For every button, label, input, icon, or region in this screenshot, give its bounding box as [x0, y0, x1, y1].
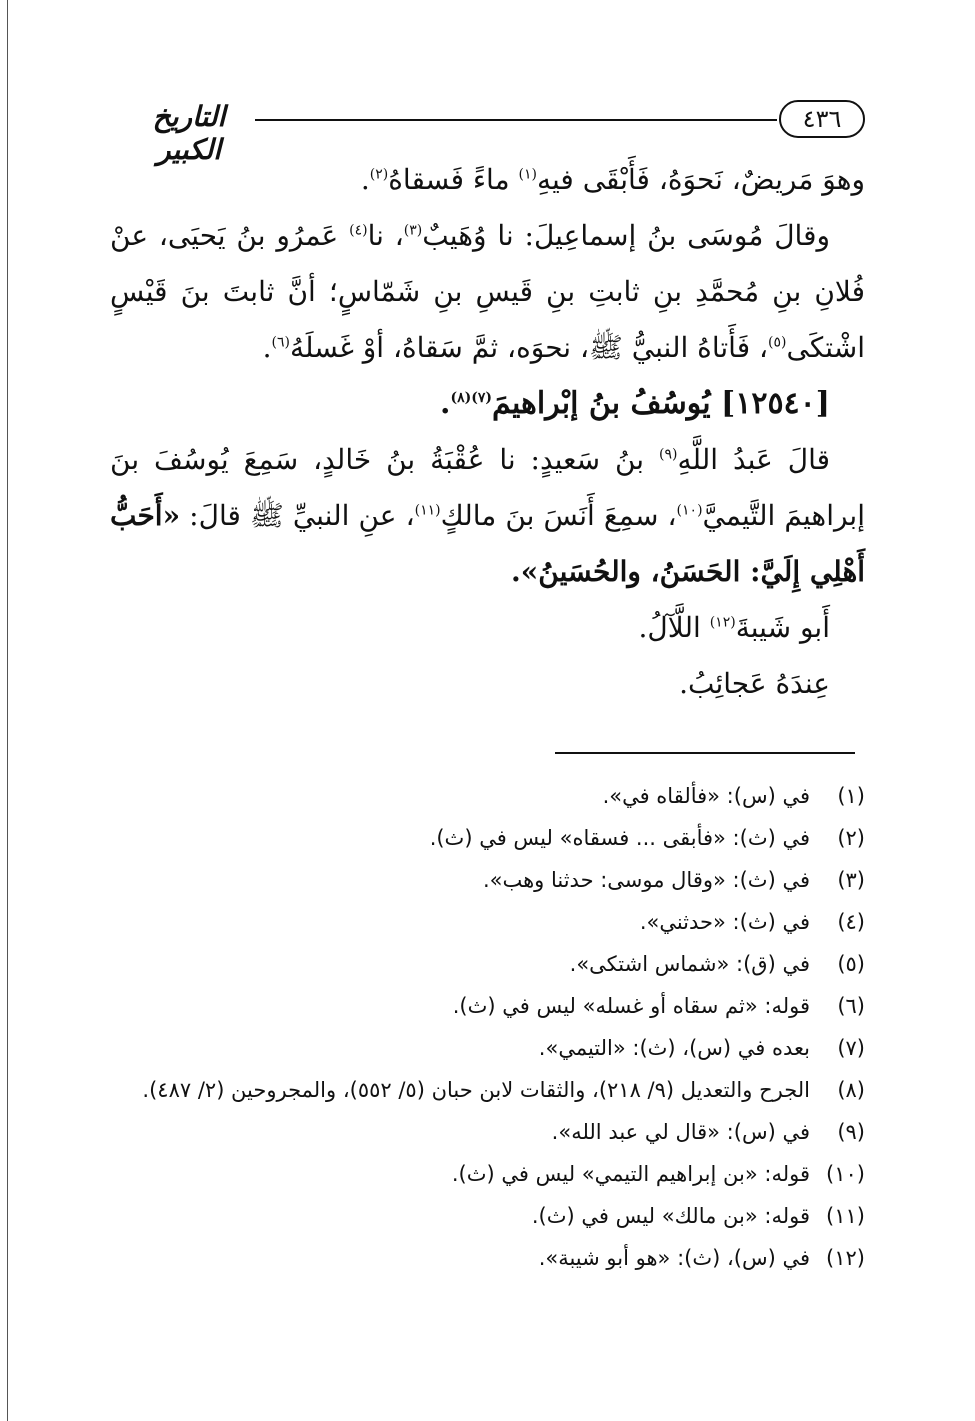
footnote-text: قوله: «بن مالك» ليس في (ث).	[531, 1204, 810, 1228]
footnote-ref-9[interactable]: (٩)	[659, 446, 678, 463]
book-title: التاريخ الكبير	[152, 100, 226, 166]
footnote-number: (٦)	[837, 994, 865, 1018]
footnote-number: (٣)	[837, 868, 865, 892]
paragraph-1: وهوَ مَريضٌ، نَحوَهُ، فَأَبْقَى فيهِ$^{(١)}$ ماءً فَسقاهُ$^{(٢)}$.	[360, 163, 865, 196]
footnote-text: في (ث): «وقال موسى: حدثنا وهب».	[482, 868, 810, 892]
footnote-text: في (ث): «فأبقى ... فسقاه» ليس في (ث).	[429, 826, 810, 850]
footnote-text: بعده في (س)، (ث): «التيمي».	[538, 1036, 810, 1060]
footnote-ref-4[interactable]: (٤)	[349, 222, 368, 239]
kunya-line-2: عِندَهُ عَجائِبُ.	[679, 667, 830, 700]
footnote-number: (٩)	[837, 1120, 865, 1144]
footnote-ref-3[interactable]: (٣)	[403, 222, 423, 239]
footnote-ref-10[interactable]: (١٠)	[676, 502, 703, 519]
header-rule	[255, 119, 777, 121]
page-number: ٤٣٦	[779, 100, 865, 138]
footnote-ref-8[interactable]: (٨)	[450, 390, 472, 406]
footnote-number: (١٠)	[826, 1162, 865, 1186]
paragraph-2: وقالَ مُوسَى بنُ إسماعِيلَ: نا وُهَيبٌ$^{(٣)}$، نا$^{(٤)}$ عَمرُو بنُ يَحيَى، عنْ فُلانِ بنِ مُحمَّدِ بنِ ثابتِ بنِ قَيسِ بنِ شَمّاسٍ؛ أنَّ ثابتَ بنَ قَيْسٍ اشْتكَى$^{(٥)}$، فَأَتاهُ النبيُّ ﷺ، نحوَه، ثمَّ سَقاهُ، أوْ غَسلَهُ$^{(٦)}$.	[110, 219, 865, 364]
footnote-ref-6[interactable]: (٦)	[271, 334, 290, 351]
footnote-item	[110, 817, 865, 859]
footnote-ref-11[interactable]: (١١)	[414, 502, 441, 519]
footnote-number: (٧)	[837, 1036, 865, 1060]
footnote-item	[110, 1111, 865, 1153]
footnote-ref-5[interactable]: (٥)	[768, 334, 787, 351]
footnote-item	[110, 985, 865, 1027]
footnote-text: قوله: «بن إبراهيم التيمي» ليس في (ث).	[451, 1162, 810, 1186]
footnote-text: في (س): «قال لي عبد الله».	[551, 1120, 810, 1144]
page-edge-rule	[7, 0, 8, 1421]
footnote-ref-1[interactable]: (١)	[518, 166, 537, 183]
footnote-number: (١)	[837, 784, 865, 808]
footnote-text: في (ق): «شماس اشتكى».	[569, 952, 810, 976]
footnote-text: في (س): «فألقاه في».	[602, 784, 810, 808]
footnote-item	[110, 1195, 865, 1237]
footnote-ref-2[interactable]: (٢)	[369, 166, 389, 183]
footnote-item	[110, 1237, 865, 1279]
footnote-item	[110, 1153, 865, 1195]
footnote-number: (٨)	[837, 1078, 865, 1102]
footnote-text: في (س)، (ث): «هو أبو شيبة».	[538, 1246, 810, 1270]
footnote-item	[110, 943, 865, 985]
footnote-item	[110, 1027, 865, 1069]
footnote-item	[110, 901, 865, 943]
footnote-number: (٥)	[837, 952, 865, 976]
entry-name: يُوسُفُ بنُ إبْراهيمَ	[492, 386, 711, 421]
entry-number: [١٢٥٤٠]	[721, 386, 830, 421]
footnote-number: (٤)	[837, 910, 865, 934]
hadith-text: «أَحَبُّ أَهْلِي إِلَيَّ: الحَسَنُ، والحُسَينُ».	[110, 499, 865, 588]
footnote-number: (١١)	[826, 1204, 865, 1228]
footnote-text: قوله: «ثم سقاه أو غسله» ليس في (ث).	[452, 994, 810, 1018]
footnote-text: الجرح والتعديل (٩/ ٢١٨)، والثقات لابن حبان (٥/ ٥٥٢)، والمجروحين (٢/ ٤٨٧).	[142, 1078, 810, 1102]
footnote-item	[110, 775, 865, 817]
page-header	[125, 92, 865, 166]
kunya-line-1: أَبو شَيبةَ$^{(١٢)}$ اللَّآلُ.	[638, 611, 830, 644]
paragraph-3: قالَ عَبدُ اللَّهِ$^{(٩)}$ بنُ سَعيدٍ: نا عُقْبَةُ بنُ خَالدٍ، سَمِعَ يُوسُفَ بنَ إبراهيمَ التَّيميَّ$^{(١٠)}$، سمِعَ أَنَسَ بنَ مالكٍ$^{(١١)}$، عنِ النبيِّ ﷺ قالَ: «أَحَبُّ أَهْلِي إِلَيَّ: الحَسَنُ، والحُسَينُ».	[110, 443, 865, 588]
footnote-item	[110, 1069, 865, 1111]
footnote-separator	[555, 752, 855, 754]
footnote-ref-12[interactable]: (١٢)	[709, 614, 736, 631]
footnote-text: في (ث): «حدثني».	[639, 910, 810, 934]
footnote-ref-7[interactable]: (٧)	[471, 390, 493, 406]
footnote-item	[110, 859, 865, 901]
footnote-number: (١٢)	[826, 1246, 865, 1270]
main-text	[110, 152, 865, 712]
entry-heading: [١٢٥٤٠] يُوسُفُ بنُ إبْراهيمَ$^{(٧)(٨)}$.	[440, 386, 830, 421]
footnote-number: (٢)	[837, 826, 865, 850]
footnotes	[110, 775, 865, 1279]
